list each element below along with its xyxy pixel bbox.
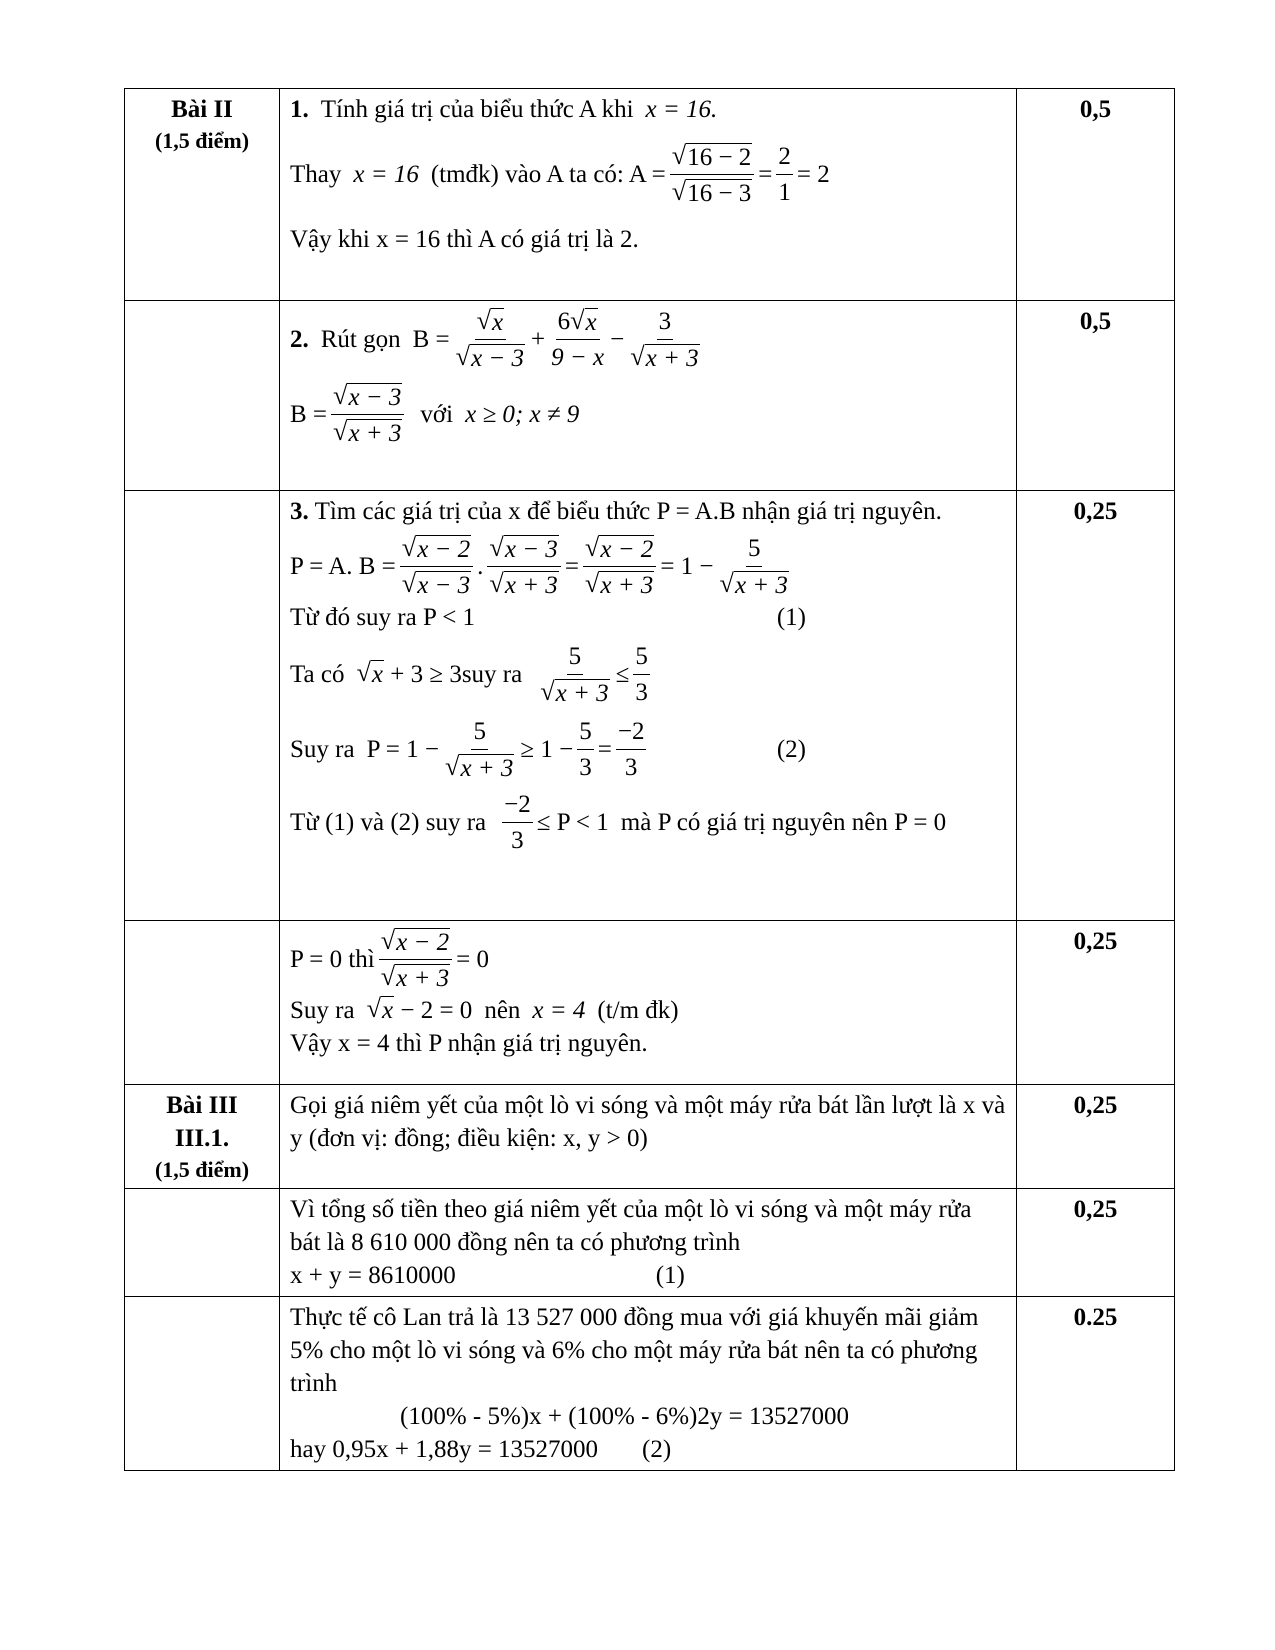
equation-mark: (1) xyxy=(776,604,806,631)
equation-mark: (1) xyxy=(655,1262,685,1290)
bound-line: Ta có √ x + 3 ≥ 3 suy ra 5 √ x + 3 ≤ $\frac{5}{3}$ xyxy=(290,640,1006,709)
solve-line: Suy ra √ x − 2 = 0 nên x = 4 (t/m đk) xyxy=(290,994,1006,1027)
condition-word: với xyxy=(420,401,454,428)
denominator: 3 xyxy=(579,754,592,781)
p-expression: P = 1 − xyxy=(366,736,440,763)
b-label: B = xyxy=(290,401,328,428)
p-zero-line xyxy=(290,925,1006,994)
numerator: 5 xyxy=(577,715,594,750)
one-minus: = 1 − xyxy=(660,553,714,580)
denominator: x + 3 xyxy=(555,680,609,707)
numerator: 5 xyxy=(471,715,488,750)
section-label-cell xyxy=(125,89,280,301)
fraction: 5 √ x + 3 xyxy=(718,532,791,601)
fraction: √ x − 3 √ x + 3 xyxy=(331,380,404,449)
denominator: x + 3 xyxy=(504,572,558,599)
statement-text: Vì tổng số tiền theo giá niêm yết của một lò vi sóng và một máy rửa bát là 8 610 000 đồng nên ta có phương trình xyxy=(290,1196,972,1257)
denominator: x + 3 xyxy=(734,572,788,599)
question-number: 2. xyxy=(290,326,309,353)
question-text: Tìm các giá trị của x để biểu thức P = A.B nhận giá trị nguyên. xyxy=(314,498,942,525)
fraction: √ x − 2 √ x − 3 xyxy=(400,532,473,601)
denominator: x + 3 xyxy=(645,345,699,372)
solution-cell xyxy=(280,89,1017,301)
equation: hay 0,95x + 1,88y = 13527000 xyxy=(290,1436,599,1464)
result-line xyxy=(290,380,1006,449)
conclusion-text: Vậy khi x = 16 thì A có giá trị là 2. xyxy=(290,226,639,253)
denominator: 1 xyxy=(778,179,791,206)
statement-text: Gọi giá niêm yết của một lò vi sóng và một máy rửa bát lần lượt là x và y (đơn vị: đồng; điều kiện: x, y > 0) xyxy=(290,1092,1006,1152)
p-label: P = A. B = xyxy=(290,553,396,580)
score-cell: 0,5 xyxy=(1017,89,1175,301)
empty-label-cell xyxy=(125,491,280,921)
text-thay: Thay xyxy=(290,161,342,188)
inference-text: Từ đó suy ra P < 1 xyxy=(290,604,476,631)
numerator: 2 xyxy=(776,140,793,175)
question-text: Rút gọn xyxy=(320,326,401,353)
score-cell: 0,25 xyxy=(1017,491,1175,921)
fraction: √ x − 2 √ x + 3 xyxy=(379,925,452,994)
x-solution: x = 4 xyxy=(532,997,586,1024)
numerator: −2 xyxy=(502,788,533,823)
condition: x ≥ 0; x ≠ 9 xyxy=(465,401,580,428)
fraction: √ 16 − 2 √ 16 − 3 xyxy=(670,140,755,209)
equation-mark: (2) xyxy=(642,1436,672,1464)
denominator: x + 3 xyxy=(460,755,514,782)
denominator: 3 xyxy=(624,754,638,781)
numerator: x − 3 xyxy=(504,536,558,563)
fraction: 3 √ x + 3 xyxy=(628,305,701,374)
table-row xyxy=(125,1297,1175,1471)
solution-cell xyxy=(280,491,1017,921)
conclusion-text: Vậy x = 4 thì P nhận giá trị nguyên. xyxy=(290,1030,648,1057)
p-zero-text: P = 0 thì xyxy=(290,946,375,973)
question-line: 2. Rút gọn B = √ x √ x − 3 + 6 √ x 9 − x − 3 √ x + 3 xyxy=(290,305,1006,374)
table-row xyxy=(125,921,1175,1085)
empty-label-cell xyxy=(125,1189,280,1297)
result: = 2 xyxy=(796,161,830,188)
numerator: x − 2 xyxy=(600,536,654,563)
score-cell: 0,25 xyxy=(1017,1189,1175,1297)
table-row xyxy=(125,1085,1175,1189)
equation-tail: − 2 = 0 xyxy=(400,997,473,1024)
numerator: x − 3 xyxy=(348,384,402,411)
equation-mark: (2) xyxy=(776,736,806,763)
p-bound-line: Suy ra P = 1 − 5 √ x + 3 ≥ 1 − $\frac{5}{3}$ = $\frac{-2}{3}$ (2) xyxy=(290,715,1006,784)
denominator: 3 xyxy=(511,827,524,854)
fraction xyxy=(616,715,647,784)
fraction: 6 √ x 9 − x xyxy=(549,305,606,374)
denominator: x − 3 xyxy=(417,572,471,599)
fraction xyxy=(776,140,793,209)
final-inequality: ≤ P < 1 xyxy=(536,809,609,836)
section-points: (1,5 điểm) xyxy=(154,1157,250,1182)
numerator: x xyxy=(585,309,597,336)
denominator: x + 3 xyxy=(348,420,402,447)
empty-label-cell xyxy=(125,1297,280,1471)
equation: (100% - 5%)x + (100% - 6%)2y = 13527000 xyxy=(400,1403,849,1431)
x-value: x = 16 xyxy=(353,161,419,188)
numerator: 16 − 2 xyxy=(687,144,752,171)
sqrt-argument: x xyxy=(382,996,394,1024)
substitution-line: Thay x = 16 (tmđk) vào A ta có: A = √ 16 − 2 √ 16 − 3 = $\frac{2}{1}$ = 2 xyxy=(290,141,830,207)
solution-cell xyxy=(280,1189,1017,1297)
solution-cell xyxy=(280,921,1017,1085)
question-text: Tính giá trị của biểu thức A khi xyxy=(320,96,634,123)
fraction: 5 √ x + 3 xyxy=(538,640,611,709)
solution-cell xyxy=(280,301,1017,491)
equals-zero: = 0 xyxy=(456,946,489,973)
text-suy-ra: Suy ra xyxy=(290,997,355,1024)
statement-text: Thực tế cô Lan trả là 13 527 000 đồng mua với giá khuyến mãi giảm 5% cho một lò vi sóng và 6% cho một máy rửa bát nên ta có phương trình xyxy=(290,1304,979,1398)
empty-label-cell xyxy=(125,921,280,1085)
numerator: x − 2 xyxy=(417,536,471,563)
table-row xyxy=(125,89,1175,301)
fraction xyxy=(633,640,650,709)
denominator: 9 − x xyxy=(551,344,605,371)
substitution-text: (tmđk) vào A ta có: A = xyxy=(430,161,666,188)
numerator: 5 xyxy=(567,640,584,675)
table-row xyxy=(125,491,1175,921)
denominator: x − 3 xyxy=(471,345,525,372)
grading-table xyxy=(124,88,1175,1471)
score-cell: 0,25 xyxy=(1017,1085,1175,1189)
score-cell: 0,25 xyxy=(1017,921,1175,1085)
fraction: √ x √ x − 3 xyxy=(455,306,525,372)
numerator: −2 xyxy=(616,715,647,750)
text-suy-ra: suy ra xyxy=(461,661,523,688)
text-nen: nên xyxy=(484,997,521,1024)
coefficient: 6 xyxy=(557,308,571,335)
numerator: 5 xyxy=(746,532,763,567)
denominator: x + 3 xyxy=(396,965,450,992)
equation-line xyxy=(290,1433,1006,1466)
condition-check: (t/m đk) xyxy=(597,997,679,1024)
inference-line xyxy=(290,601,1006,634)
denominator: x + 3 xyxy=(600,572,654,599)
equation-line xyxy=(290,1259,1006,1292)
empty-label-cell xyxy=(125,301,280,491)
fraction xyxy=(502,788,533,857)
numerator: 5 xyxy=(633,640,650,675)
fraction: 5 √ x + 3 xyxy=(443,715,516,784)
question-expression: x = 16. xyxy=(645,96,718,123)
p-expression-line: P = A. B = √ x − 2 √ x − 3 . √ x − 3 √ x + 3 = √ x − 2 √ x + 3 = 1 − 5 √ x + 3 xyxy=(290,532,1006,601)
question-number: 3. xyxy=(290,498,309,525)
section-title: Bài III xyxy=(166,1092,238,1119)
score-cell: 0,5 xyxy=(1017,301,1175,491)
table-row xyxy=(125,1189,1175,1297)
numerator: x − 2 xyxy=(396,929,450,956)
solution-cell xyxy=(280,1297,1017,1471)
fraction: √ x − 2 √ x + 3 xyxy=(583,532,656,601)
fraction: √ x − 3 √ x + 3 xyxy=(487,532,560,601)
table-row xyxy=(125,301,1175,491)
question-number: 1. xyxy=(290,96,309,123)
text-suy-ra: Suy ra xyxy=(290,736,355,763)
final-prefix: Từ (1) và (2) suy ra xyxy=(290,809,487,836)
final-line xyxy=(290,788,1006,857)
section-points: (1,5 điểm) xyxy=(154,128,250,153)
final-suffix: mà P có giá trị nguyên nên P = 0 xyxy=(620,809,947,836)
denominator: 16 − 3 xyxy=(687,180,752,207)
numerator: x xyxy=(492,309,504,336)
equation: x + y = 8610000 xyxy=(290,1262,456,1290)
b-label: B = xyxy=(412,326,450,353)
ge-one-minus: ≥ 1 − xyxy=(520,736,574,763)
le-sign: ≤ xyxy=(615,661,630,688)
question-line xyxy=(290,495,1006,528)
solution-cell xyxy=(280,1085,1017,1189)
numerator: 3 xyxy=(657,305,674,340)
score-cell: 0.25 xyxy=(1017,1297,1175,1471)
fraction xyxy=(577,715,594,784)
section-title: Bài II xyxy=(171,96,233,123)
denominator: 3 xyxy=(635,679,648,706)
section-subtitle: III.1. xyxy=(174,1125,230,1152)
section-label-cell xyxy=(125,1085,280,1189)
question-line xyxy=(290,93,1006,126)
text-ta-co: Ta có xyxy=(290,661,345,688)
